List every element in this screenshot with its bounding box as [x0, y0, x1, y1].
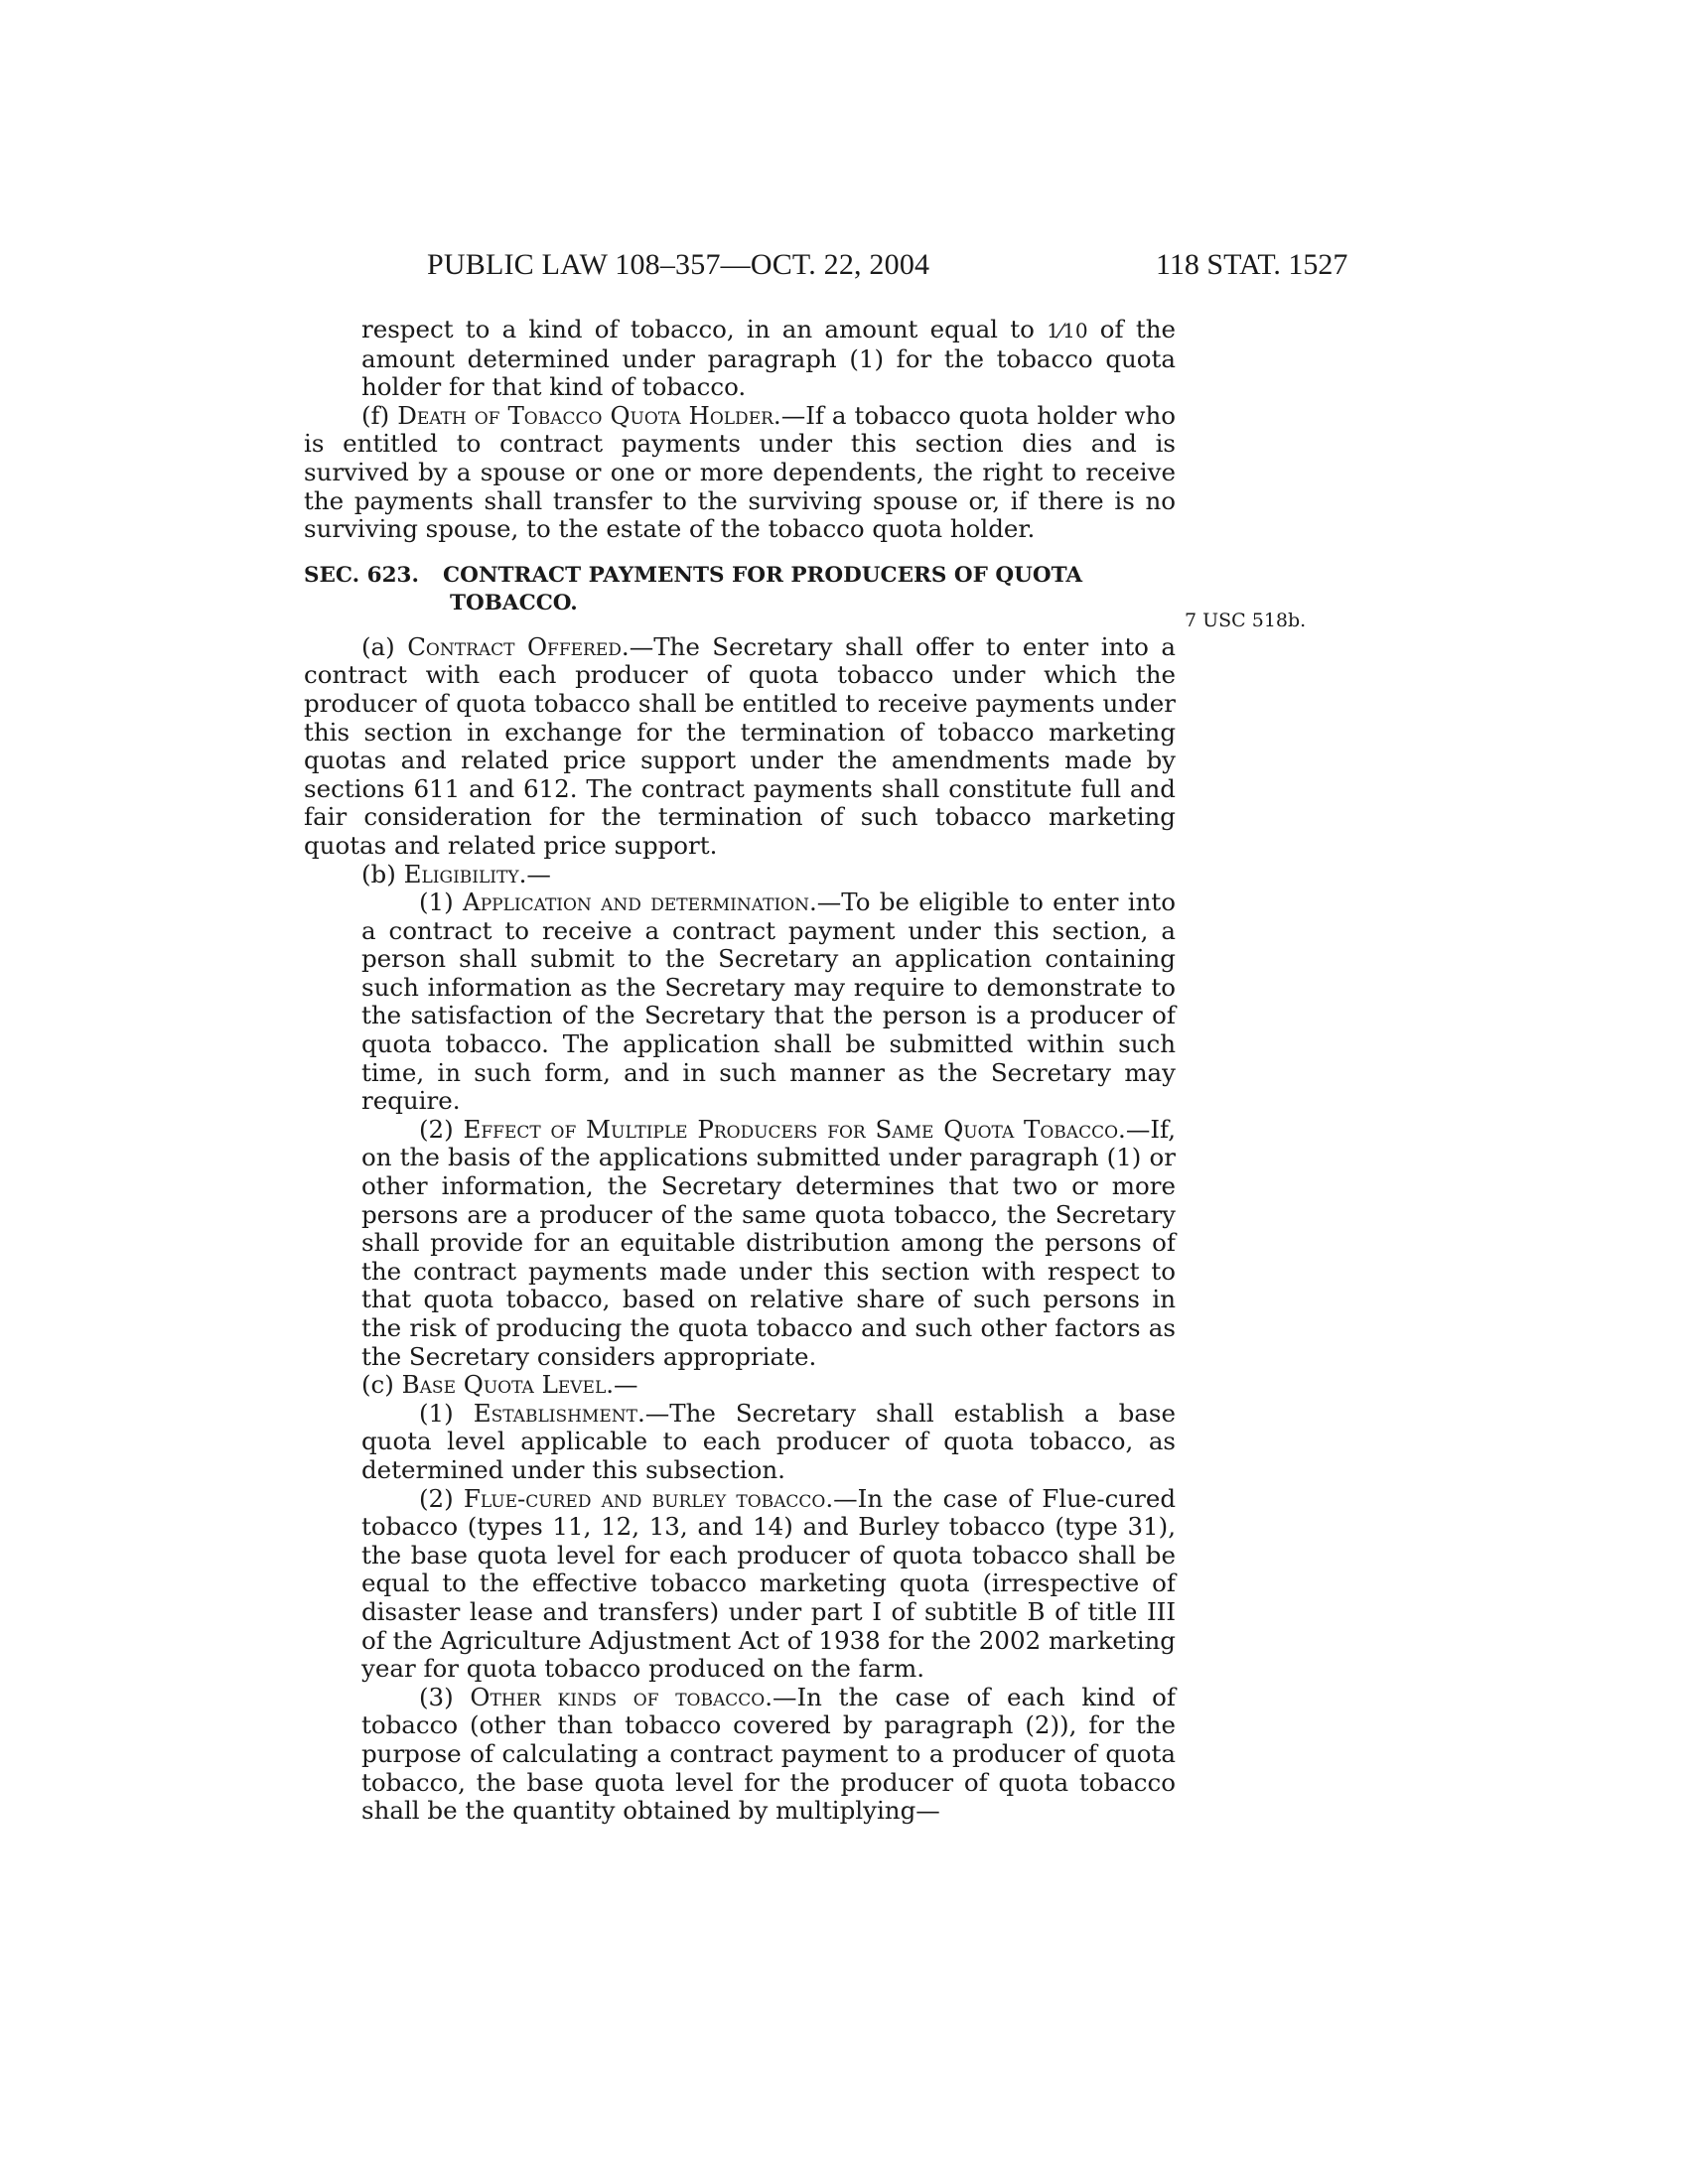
section-number: SEC. 623.: [304, 562, 419, 588]
paragraph-f: [304, 402, 1176, 544]
document-body: [304, 316, 1176, 1826]
paragraph-label: (f): [361, 400, 398, 430]
paragraph-label: (3): [419, 1682, 471, 1711]
paragraph-b2: [304, 1116, 1176, 1371]
section-title-line1: CONTRACT PAYMENTS FOR PRODUCERS OF QUOTA: [443, 562, 1083, 588]
paragraph-label: (c): [361, 1370, 402, 1400]
text-span: respect to a kind of tobacco, in an amount equal to: [361, 315, 1048, 343]
paragraph-label: (1): [419, 887, 464, 917]
margin-note-usc: 7 USC 518b.: [1185, 610, 1307, 631]
paragraph-c1: [304, 1400, 1176, 1485]
paragraph-heading: Other kinds of tobacco: [470, 1682, 766, 1711]
paragraph-a: [304, 633, 1176, 861]
section-title-line2: TOBACCO.: [450, 590, 578, 615]
paragraph-text: .—The Secretary shall establish a base quota level applicable to each producer of quota tobacco, as determined under this subsection.: [361, 1398, 1176, 1484]
text-span: of the amount determined under paragraph (1) for the tobacco quota holder for that kind of tobacco.: [361, 315, 1176, 402]
fraction: 1⁄10: [1047, 319, 1088, 342]
section-heading: [304, 562, 1176, 617]
paragraph-b1: [304, 888, 1176, 1116]
paragraph-label: (2): [419, 1483, 464, 1513]
paragraph-text: .—: [606, 1370, 638, 1400]
paragraph-heading: Flue-cured and burley tobacco: [463, 1483, 826, 1513]
paragraph-text: .—If, on the basis of the applications submitted under paragraph (1) or other information, the Secretary determines that two or more persons are a producer of the same quota tobacco, the Secretary shall provide for an equitable distribution among the persons of the contract payments made under this section with respect to that quota tobacco, based on relative share of such persons in the risk of producing the quota tobacco and such other factors as the Secretary considers appropriate.: [361, 1114, 1176, 1371]
paragraph-c3: [304, 1684, 1176, 1826]
paragraph-text: .—In the case of Flue-cured tobacco (types 11, 12, 13, and 14) and Burley tobacco (type 31), the base quota level for each producer of quota tobacco shall be equal to the effective tobacco marketing quota (irrespective of disaster lease and transfers) under part I of subtitle B of title III of the Agriculture Adjustment Act of 1938 for the 2002 marketing year for quota tobacco produced on the farm.: [361, 1483, 1177, 1684]
paragraph-heading: Effect of Multiple Producers for Same Quota Tobacco: [463, 1114, 1119, 1144]
paragraph-text: .—The Secretary shall offer to enter into a contract with each producer of quota tobacco under which the producer of quota tobacco shall be entitled to receive payments under this section in exchange for the termination of tobacco marketing quotas and related price support under the amendments made by sections 611 and 612. The contract payments shall constitute full and fair consideration for the termination of such tobacco marketing quotas and related price support.: [304, 631, 1176, 860]
paragraph-text: .—If a tobacco quota holder who is entitled to contract payments under this section dies and is survived by a spouse or one or more dependents, the right to receive the payments shall transfer to the surviving spouse or, if there is no surviving spouse, to the estate of the tobacco quota holder.: [304, 400, 1176, 544]
paragraph-label: (2): [419, 1114, 464, 1144]
paragraph-heading: Base Quota Level: [401, 1370, 607, 1400]
paragraph-c2: [304, 1485, 1176, 1684]
page-header-stat: 118 STAT. 1527: [1156, 248, 1348, 281]
paragraph-text: .—: [518, 859, 551, 888]
page-header-title: PUBLIC LAW 108–357—OCT. 22, 2004: [427, 248, 930, 281]
paragraph-label: (a): [361, 631, 408, 661]
paragraph-c: [304, 1371, 1176, 1400]
paragraph-text: .—In the case of each kind of tobacco (other than tobacco covered by paragraph (2)), for the purpose of calculating a contract payment to a producer of quota tobacco, the base quota level for the producer of quota tobacco shall be the quantity obtained by multiplying—: [361, 1682, 1176, 1826]
paragraph-heading: Eligibility: [403, 859, 519, 888]
paragraph-heading: Establishment: [473, 1398, 637, 1428]
paragraph-heading: Contract Offered: [407, 631, 622, 661]
paragraph-label: (1): [419, 1398, 474, 1428]
paragraph-heading: Death of Tobacco Quota Holder: [397, 400, 774, 430]
paragraph-text: .—To be eligible to enter into a contract to receive a contract payment under this section, a person shall submit to the Secretary an application containing such information as the Secretary may require to demonstrate to the satisfaction of the Secretary that the person is a producer of quota tobacco. The application shall be submitted within such time, in such form, and in such manner as the Secretary may require.: [361, 887, 1177, 1116]
paragraph-label: (b): [361, 859, 404, 888]
paragraph-e-continued: [304, 316, 1176, 402]
paragraph-b: [304, 861, 1176, 889]
paragraph-heading: Application and determination: [463, 887, 809, 917]
